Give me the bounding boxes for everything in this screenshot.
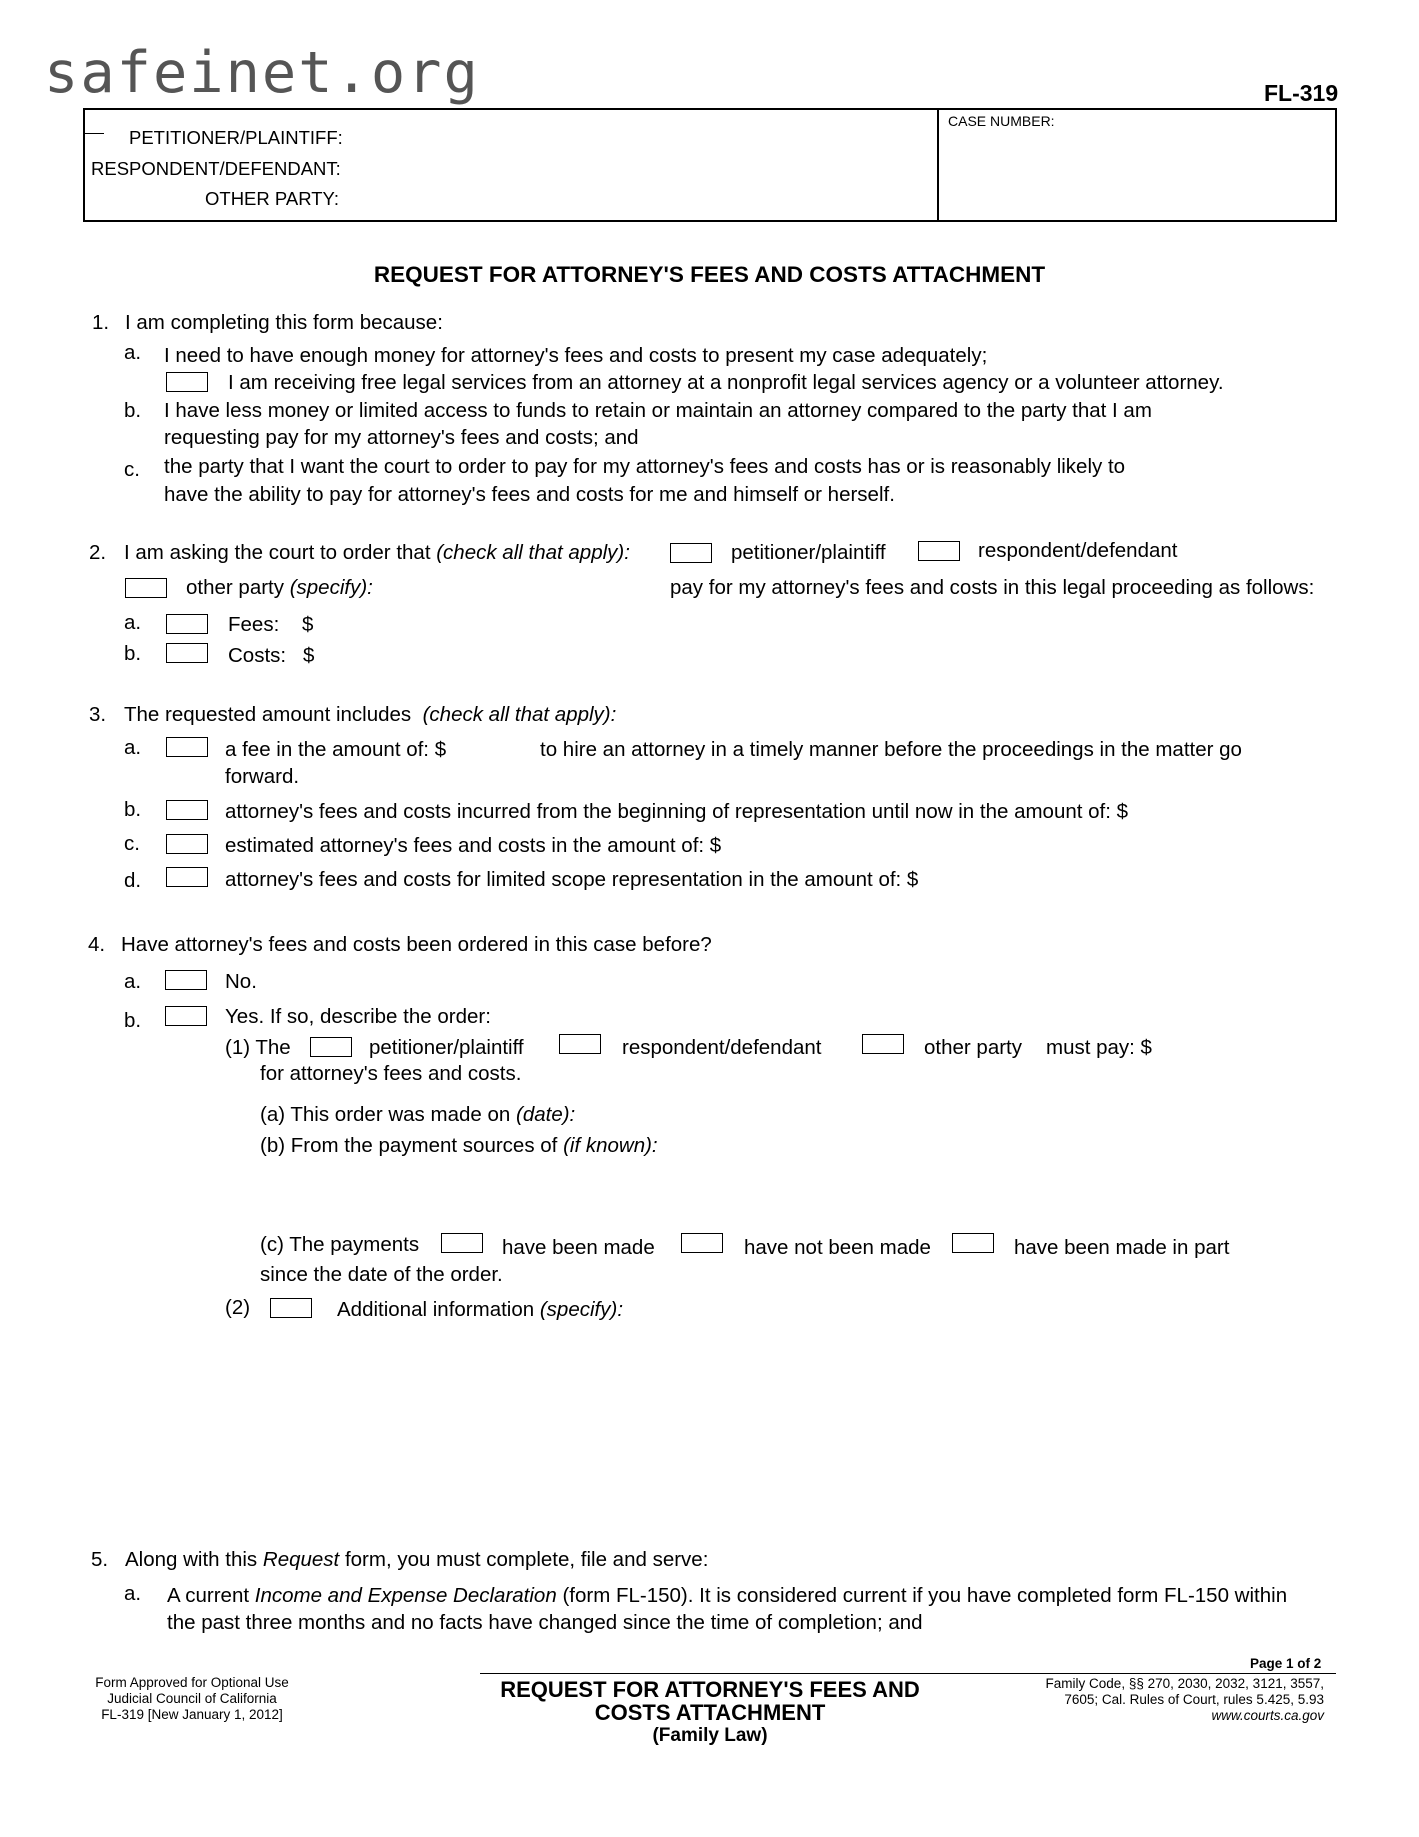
s4-pc-made-checkbox[interactable]: [441, 1233, 483, 1253]
s2-respondent-checkbox[interactable]: [918, 541, 960, 561]
s1c-text-line2: have the ability to pay for attorney's fees and costs for me and himself or herself.: [164, 483, 895, 506]
s4-p2-italic: (specify):: [539, 1298, 624, 1321]
s4-pb-main: (b) From the payment sources of: [260, 1134, 558, 1157]
s2b-costs-label: Costs:: [228, 644, 287, 667]
s2a-fees-label: Fees:: [228, 613, 280, 636]
s4-p2-main: Additional information: [337, 1298, 535, 1321]
s3a-checkbox[interactable]: [166, 737, 208, 757]
s3c-letter: c.: [124, 832, 140, 855]
s3d-checkbox[interactable]: [166, 867, 208, 887]
s2-other-party-checkbox[interactable]: [125, 578, 167, 598]
s4-pb-italic: (if known):: [563, 1134, 658, 1157]
s2-other-party-italic: (specify):: [289, 576, 373, 599]
footer-rule: [480, 1673, 1336, 1674]
case-number-label: CASE NUMBER:: [948, 113, 1055, 129]
s1c-text-line1: the party that I want the court to order to pay for my attorney's fees and costs has or is reasonably likely to: [164, 455, 1126, 478]
s4-p2-checkbox[interactable]: [270, 1298, 312, 1318]
s4-pc-made-label: have been made: [502, 1236, 655, 1259]
s3c-text: estimated attorney's fees and costs in the amount of: $: [225, 834, 722, 857]
s5-text: [125, 1548, 708, 1572]
s4-pa-text: [260, 1103, 575, 1127]
s4-pc-text: (c) The payments: [260, 1233, 420, 1256]
footer-right-3[interactable]: www.courts.ca.gov: [1211, 1708, 1324, 1723]
form-id: FL-319: [1264, 80, 1339, 106]
page-title: REQUEST FOR ATTORNEY'S FEES AND COSTS ATTACHMENT: [373, 262, 1046, 287]
s5a-pre: A current: [167, 1584, 250, 1607]
petitioner-label: PETITIONER/PLAINTIFF:: [129, 127, 343, 148]
s1b-text-line1: I have less money or limited access to funds to retain or maintain an attorney compared to the party that I am: [164, 399, 1152, 422]
s2-pay-text: pay for my attorney's fees and costs in this legal proceeding as follows:: [670, 576, 1315, 599]
s2-petitioner-checkbox[interactable]: [670, 543, 712, 563]
s4a-letter: a.: [124, 970, 142, 993]
s3b-letter: b.: [124, 798, 142, 821]
s2a-fees-checkbox[interactable]: [166, 614, 208, 634]
s5a-text-line1: [167, 1584, 1287, 1608]
s4b-text: Yes. If so, describe the order:: [225, 1005, 491, 1028]
s3d-text: attorney's fees and costs for limited scope representation in the amount of: $: [225, 868, 919, 891]
s2b-letter: b.: [124, 642, 142, 665]
s3a-text-cont: to hire an attorney in a timely manner before the proceedings in the matter go: [540, 738, 1242, 761]
footer-left: [92, 1675, 292, 1723]
s1a-free-services-text: I am receiving free legal services from an attorney at a nonprofit legal services agency or a volunteer attorney.: [228, 371, 1224, 394]
s3-text: [124, 703, 616, 727]
s4-text: Have attorney's fees and costs been ordered in this case before?: [121, 933, 712, 956]
s5-text-italic: Request: [262, 1548, 340, 1571]
footer-right: [1000, 1676, 1324, 1724]
s3-text-main: The requested amount includes: [124, 703, 412, 726]
s4b-yes-checkbox[interactable]: [165, 1006, 207, 1026]
s5-number: 5.: [91, 1548, 109, 1571]
s3-text-italic: (check all that apply):: [422, 703, 617, 726]
s4-pc-since: since the date of the order.: [260, 1263, 503, 1286]
s1-number: 1.: [92, 311, 110, 334]
s4-p1-other-checkbox[interactable]: [862, 1034, 904, 1054]
s4-p1-label: (1) The: [225, 1036, 291, 1059]
footer-left-3: FL-319 [New January 1, 2012]: [101, 1707, 283, 1722]
underline-mark: [84, 133, 104, 134]
s2-text: [124, 541, 630, 565]
s4-p1-other-label: other party: [924, 1036, 1022, 1059]
s4-p2-text: [337, 1298, 623, 1322]
s2-text-italic: (check all that apply):: [436, 541, 630, 564]
s4-pa-italic: (date):: [516, 1103, 576, 1126]
footer-center: [440, 1678, 980, 1747]
footer-right-2: 7605; Cal. Rules of Court, rules 5.425, 5.93: [1064, 1692, 1324, 1707]
s4-pb-text: [260, 1134, 658, 1158]
s4-pc-part-label: have been made in part: [1014, 1236, 1230, 1259]
s3b-text: attorney's fees and costs incurred from the beginning of representation until now in the amount of: $: [225, 800, 1129, 823]
s3a-letter: a.: [124, 736, 142, 759]
s1b-letter: b.: [124, 399, 142, 422]
s2-respondent-label: respondent/defendant: [978, 539, 1178, 562]
s4-p1-must-pay: must pay: $: [1046, 1036, 1152, 1059]
s4-pa-main: (a) This order was made on: [260, 1103, 511, 1126]
footer-center-2: COSTS ATTACHMENT: [594, 1700, 826, 1725]
s5a-text-line2: the past three months and no facts have changed since the time of completion; and: [167, 1611, 923, 1634]
footer-right-1: Family Code, §§ 270, 2030, 2032, 3121, 3557,: [1045, 1676, 1324, 1691]
s1a-text: I need to have enough money for attorney's fees and costs to present my case adequately;: [164, 344, 988, 367]
s3a-text: a fee in the amount of: $: [225, 738, 447, 761]
s2a-letter: a.: [124, 611, 142, 634]
s2-text-main: I am asking the court to order that: [124, 541, 431, 564]
s4-pc-part-checkbox[interactable]: [952, 1233, 994, 1253]
s4a-text: No.: [225, 970, 257, 993]
s1b-text-line2: requesting pay for my attorney's fees and costs; and: [164, 426, 639, 449]
s4-p1-petitioner-checkbox[interactable]: [310, 1037, 352, 1057]
page-number: Page 1 of 2: [1250, 1656, 1322, 1671]
s3b-checkbox[interactable]: [166, 800, 208, 820]
s2a-dollar: $: [302, 613, 314, 636]
s3d-letter: d.: [124, 869, 142, 892]
caption-divider: [937, 110, 939, 220]
s5a-italic: Income and Expense Declaration: [254, 1584, 557, 1607]
s2-other-party-label: [186, 576, 373, 600]
s4b-letter: b.: [124, 1009, 142, 1032]
s4-p1-for-text: for attorney's fees and costs.: [260, 1062, 522, 1085]
s5a-letter: a.: [124, 1582, 142, 1605]
s5-text-pre: Along with this: [125, 1548, 258, 1571]
s2b-dollar: $: [303, 644, 315, 667]
s1a-letter: a.: [124, 341, 142, 364]
footer-center-3: (Family Law): [652, 1725, 768, 1746]
s4-pc-not-made-checkbox[interactable]: [681, 1233, 723, 1253]
s3a-text-line2: forward.: [225, 765, 300, 788]
footer-center-1: REQUEST FOR ATTORNEY'S FEES AND: [500, 1677, 920, 1702]
s3-number: 3.: [89, 703, 107, 726]
s4-p1-respondent-label: respondent/defendant: [622, 1036, 822, 1059]
s4-pc-not-made-label: have not been made: [744, 1236, 931, 1259]
respondent-label: RESPONDENT/DEFENDANT:: [91, 158, 341, 179]
other-party-label: OTHER PARTY:: [205, 188, 339, 209]
s2-other-party-text: other party: [186, 576, 284, 599]
s4-p1-respondent-checkbox[interactable]: [559, 1034, 601, 1054]
s1-text: I am completing this form because:: [125, 311, 443, 334]
s2-petitioner-label: petitioner/plaintiff: [731, 541, 886, 564]
s4-number: 4.: [88, 933, 106, 956]
footer-left-1: Form Approved for Optional Use: [95, 1675, 289, 1690]
s4-p2-label: (2): [225, 1296, 251, 1319]
s1c-letter: c.: [124, 458, 140, 481]
footer-left-2: Judicial Council of California: [107, 1691, 277, 1706]
s5-text-post: form, you must complete, file and serve:: [344, 1548, 709, 1571]
s3c-checkbox[interactable]: [166, 834, 208, 854]
s4-p1-petitioner-label: petitioner/plaintiff: [369, 1036, 524, 1059]
s5a-post: (form FL-150). It is considered current if you have completed form FL-150 within: [562, 1584, 1288, 1607]
s1a-free-services-checkbox[interactable]: [166, 372, 208, 392]
s2-number: 2.: [89, 541, 107, 564]
s4a-no-checkbox[interactable]: [165, 970, 207, 990]
watermark: safeinet.org: [44, 40, 480, 106]
s2b-costs-checkbox[interactable]: [166, 643, 208, 663]
